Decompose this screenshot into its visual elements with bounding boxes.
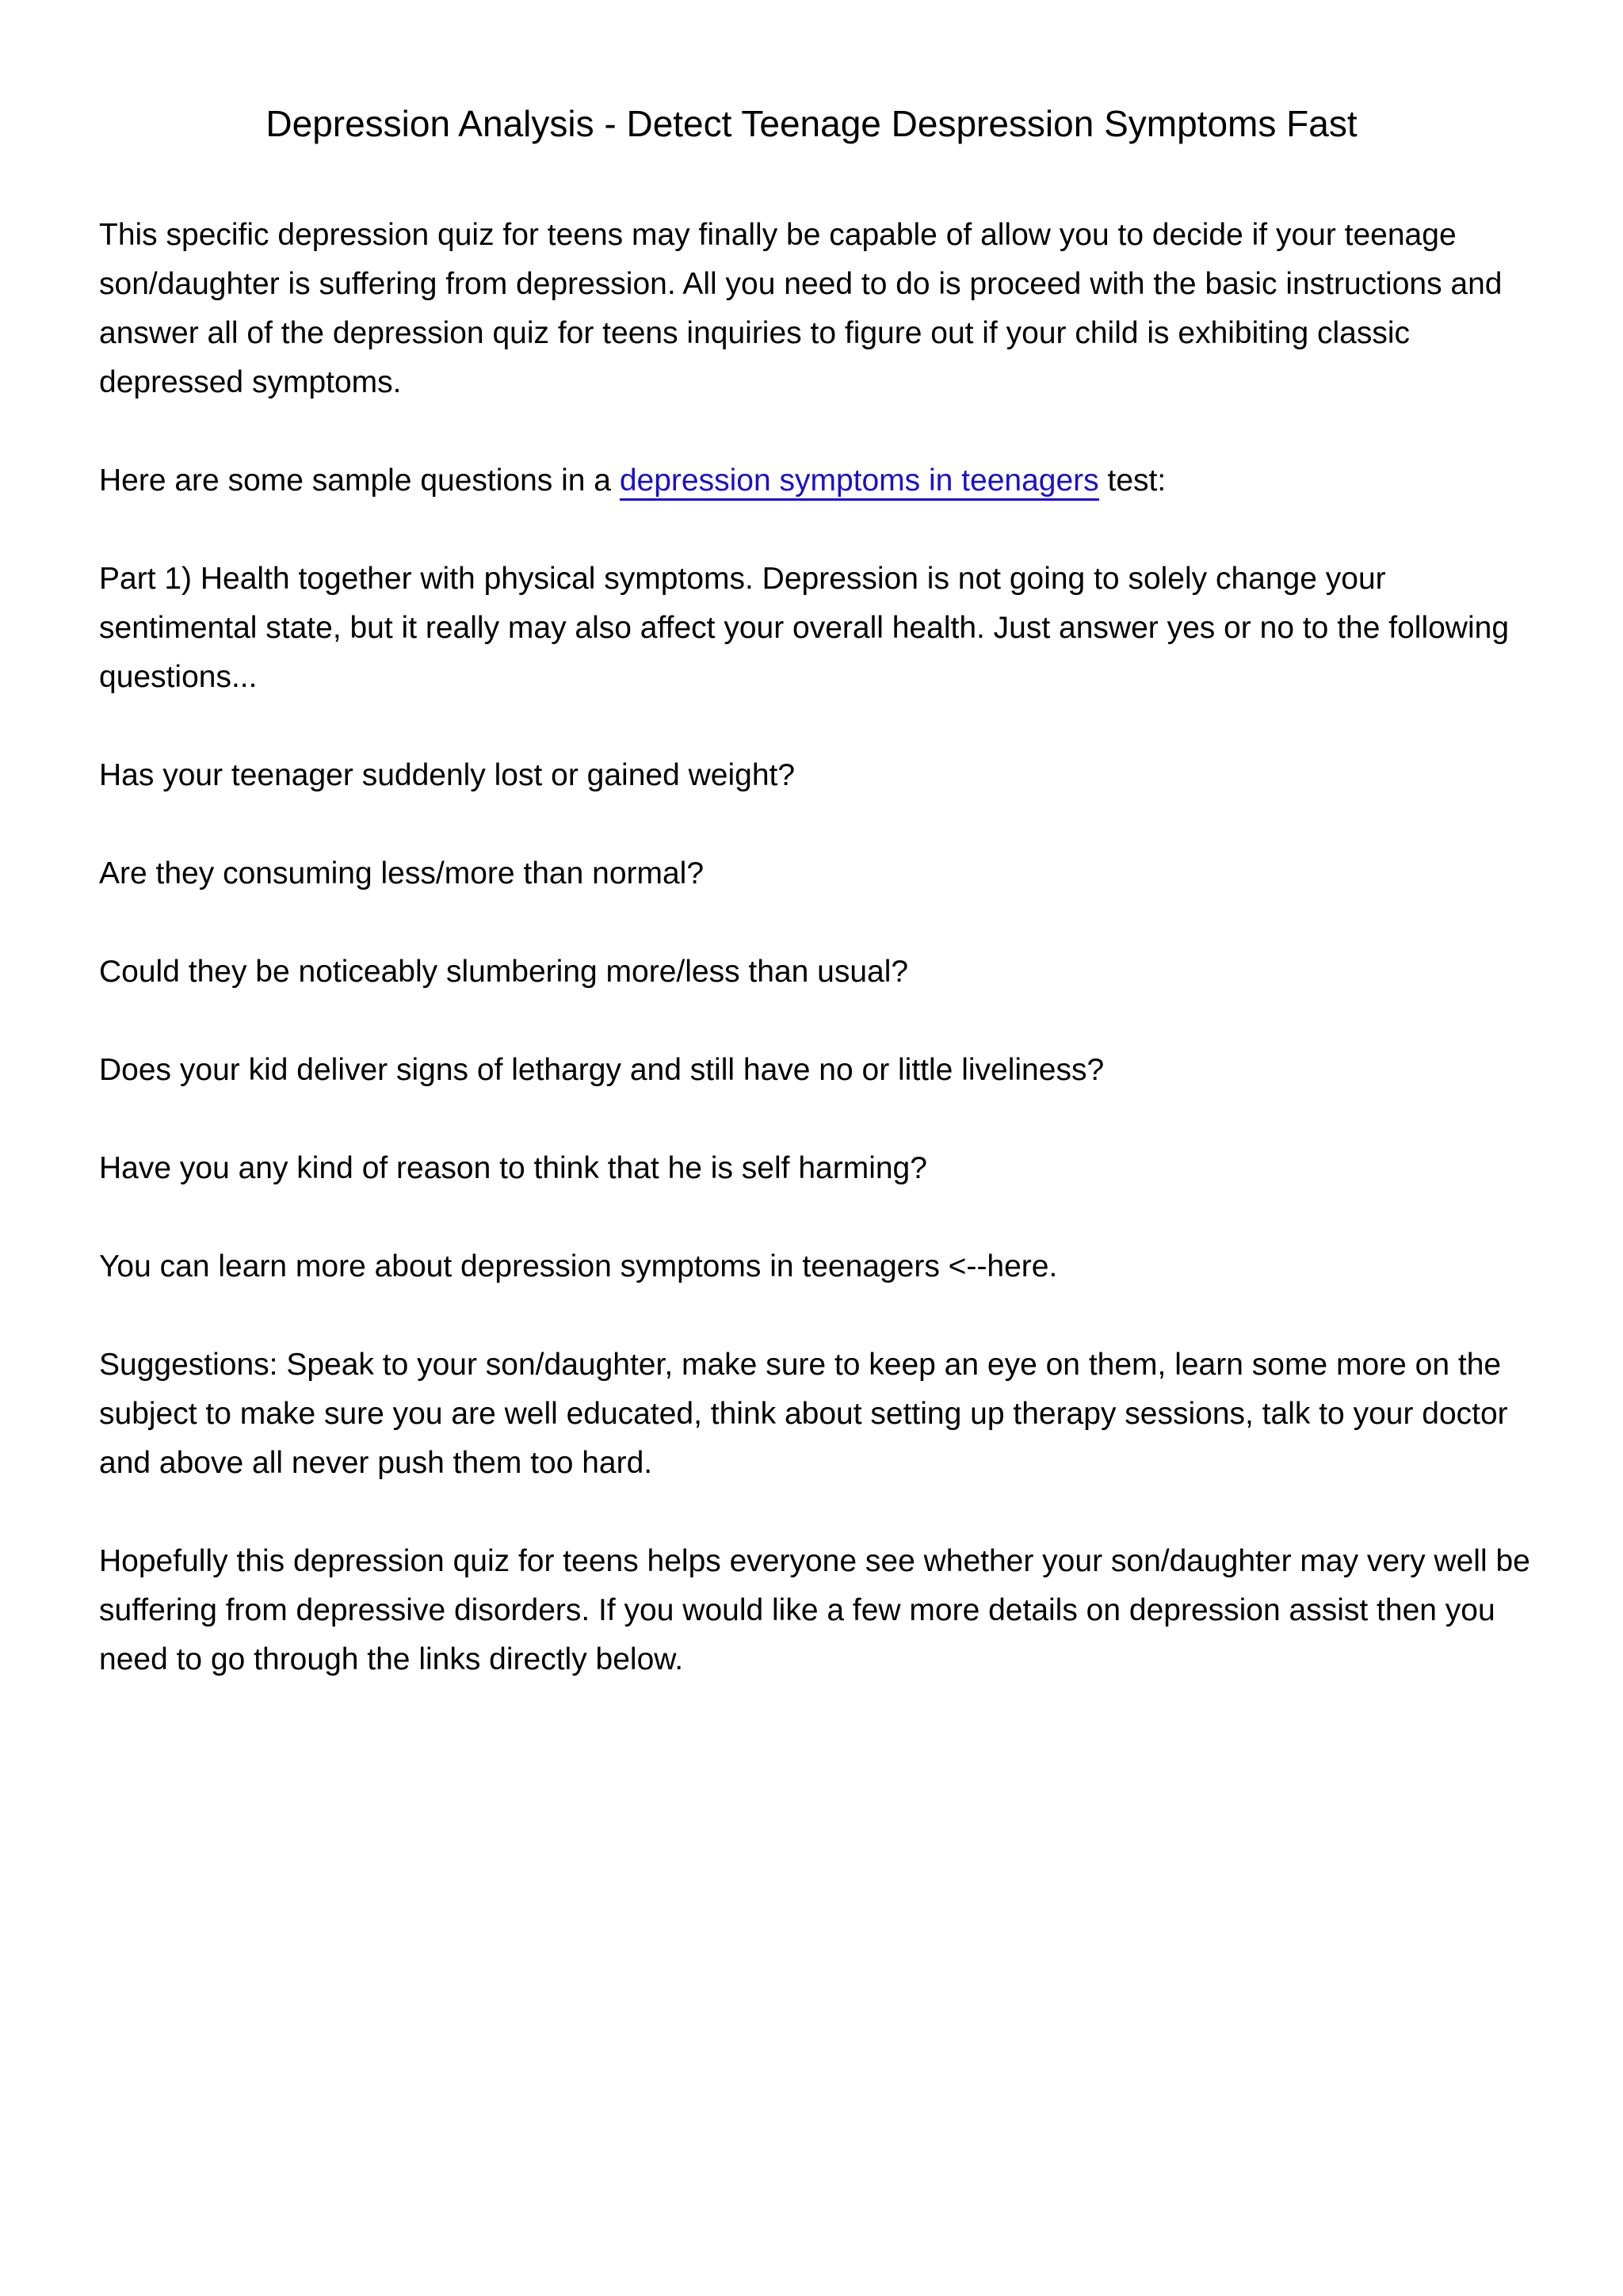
learn-more-paragraph: You can learn more about depression symptoms in teenagers <--here.: [99, 1249, 1058, 1283]
question-item: Have you any kind of reason to think that he is self harming?: [99, 1151, 927, 1185]
question-item: Could they be noticeably slumbering more/less than usual?: [99, 955, 909, 989]
question-item: Has your teenager suddenly lost or gained weight?: [99, 758, 796, 792]
suggestions-paragraph: Suggestions: Speak to your son/daughter, make sure to keep an eye on them, learn some more on the subject to make sure you are well educated, think about setting up therapy sessions, talk to your doctor and above all never push them too hard.: [99, 1348, 1508, 1480]
question-item: Are they consuming less/more than normal?: [99, 856, 705, 891]
sample-questions-paragraph: [99, 456, 1545, 505]
sample-prefix-text: Here are some sample questions in a: [99, 463, 620, 498]
closing-paragraph: Hopefully this depression quiz for teens helps everyone see whether your son/daughter may very well be suffering from depressive disorders. If you would like a few more details on depression assist then you need to go through the links directly below.: [99, 1544, 1530, 1676]
document-body: [99, 211, 1545, 1733]
page-title: Depression Analysis - Detect Teenage Despression Symptoms Fast: [265, 103, 1358, 144]
intro-paragraph: This specific depression quiz for teens may finally be capable of allow you to decide if your teenage son/daughter is suffering from depression. All you need to do is proceed with the basic instructions and answer all of the depression quiz for teens inquiries to figure out if your child is exhibiting classic depressed symptoms.: [99, 218, 1503, 399]
part1-paragraph: Part 1) Health together with physical symptoms. Depression is not going to solely change your sentimental state, but it really may also affect your overall health. Just answer yes or no to the following questions...: [99, 562, 1510, 694]
depression-symptoms-link[interactable]: depression symptoms in teenagers: [620, 463, 1099, 501]
question-item: Does your kid deliver signs of lethargy and still have no or little liveliness?: [99, 1053, 1105, 1087]
sample-suffix-text: test:: [1098, 463, 1167, 498]
